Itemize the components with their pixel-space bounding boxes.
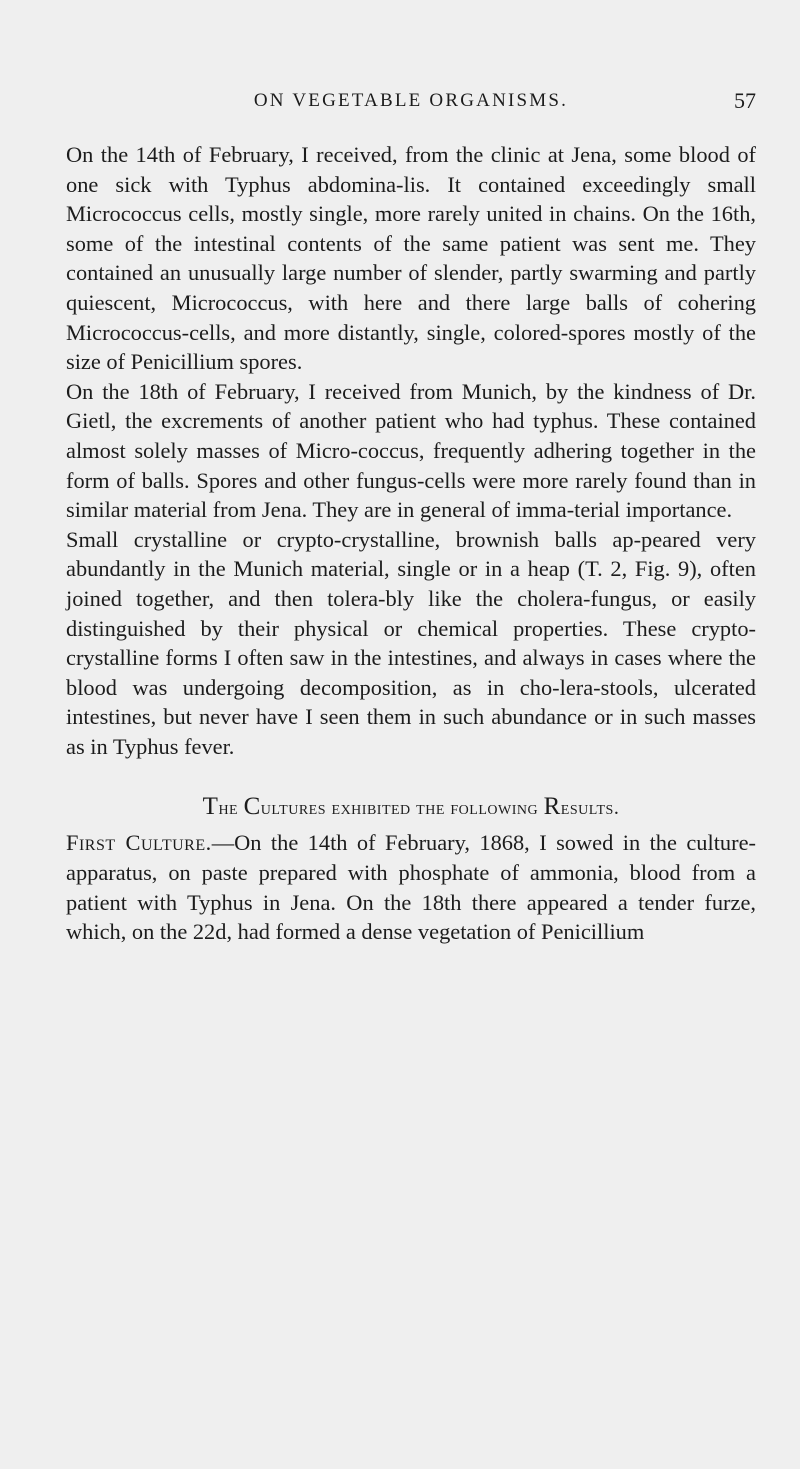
first-culture-dash: —: [211, 830, 235, 856]
heading-part-1: he: [218, 797, 244, 820]
page-number: 57: [734, 88, 756, 113]
paragraph-crystalline-balls: Small crystalline or crypto-crystalline, brownish balls ap-peared very abundantly in the Munich material, single or in a heap (T. 2, Fig. 9), often joined together, and then tolera-bly like the cholera-fungus, or easily distinguished by their physical or chemical properties. These crypto-crystalline forms I often saw in the intestines, and always in cases where the blood was undergoing decomposition, as in cho-lera-stools, ulcerated intestines, but never have I seen them in such abundance or in such masses as in Typhus fever.: [66, 526, 756, 759]
paragraph-first-culture: [66, 828, 756, 946]
heading-part-2: ultures exhibited the following: [260, 797, 544, 820]
heading-initial-3: R: [543, 793, 561, 821]
running-title: ON VEGETABLE ORGANISMS.: [253, 90, 569, 111]
body-text: [66, 140, 756, 947]
paragraph-typhus-jena: On the 14th of February, I received, from the clinic at Jena, some blood of one sick with Typhus abdomina-lis. It contained exceedingly small Micrococcus cells, mostly single, more rarely united in chains. On the 16th, some of the intestinal contents of the same patient was sent me. They contained an unusually large number of slender, partly swarming and partly quiescent, Micrococcus, with here and there large balls of cohering Micrococcus-cells, and more distantly, single, colored-spores mostly of the size of Penicillium spores.: [66, 142, 756, 375]
first-culture-label: First Culture.: [66, 830, 212, 856]
heading-initial-1: T: [202, 793, 219, 821]
section-heading: [66, 791, 756, 824]
heading-part-3: esults.: [560, 797, 620, 820]
heading-initial-2: C: [243, 793, 261, 821]
running-head: [66, 86, 756, 116]
first-culture-text: On the 14th of February, 1868, I sowed in the culture-apparatus, on paste prepared with phosphate of ammonia, blood from a patient with Typhus in Jena. On the 18th there appeared a tender furze, which, on the 22d, had formed a dense vegetation of Penicillium: [66, 830, 756, 945]
paragraph-munich: On the 18th of February, I received from Munich, by the kindness of Dr. Gietl, the excrements of another patient who had typhus. These contained almost solely masses of Micro-coccus, frequently adhering together in the form of balls. Spores and other fungus-cells were more rarely found than in similar material from Jena. They are in general of imma-terial importance.: [66, 378, 756, 523]
